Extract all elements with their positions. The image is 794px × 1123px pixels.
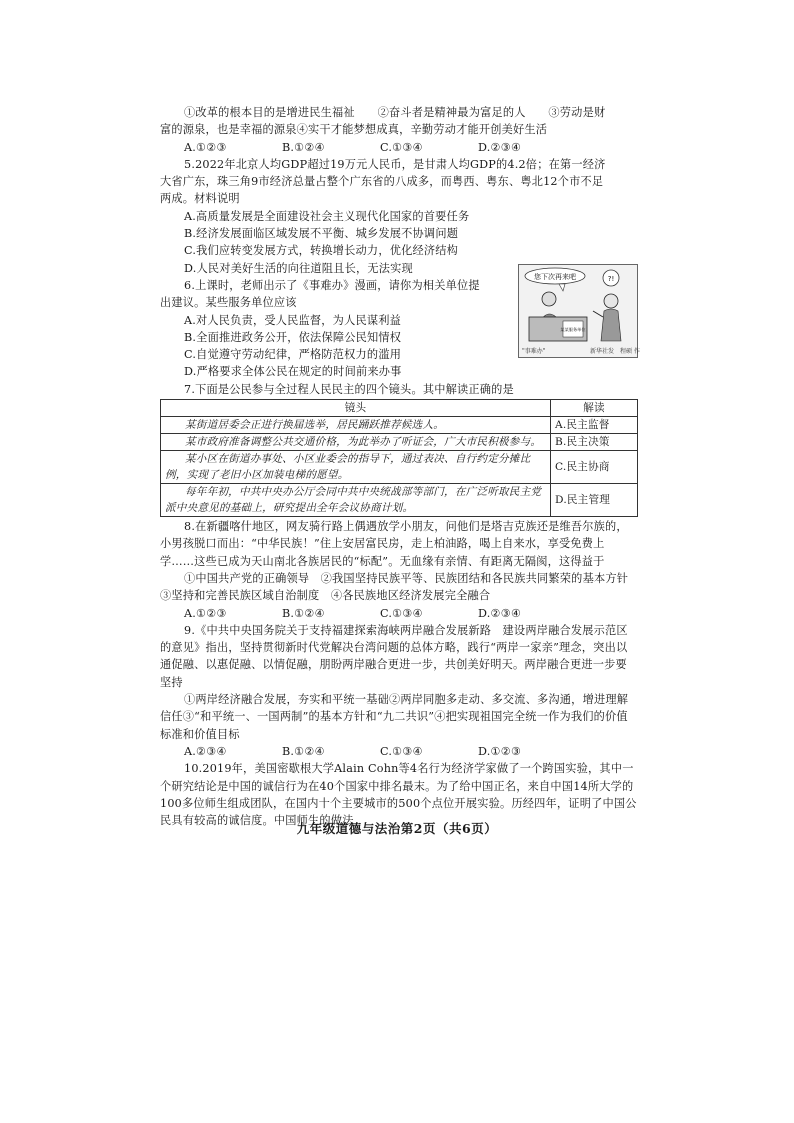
q9-option-d: D.①②③ bbox=[478, 744, 522, 758]
page-footer: 九年级道德与法治第2页（共6页） bbox=[296, 821, 498, 836]
table-row bbox=[161, 434, 638, 451]
q7-header-answer: 解读 bbox=[551, 400, 638, 417]
q6-option-b: B.全面推进政务公开，依法保障公民知情权 bbox=[184, 330, 402, 344]
table-row bbox=[161, 484, 638, 517]
page-content bbox=[160, 104, 638, 829]
q7-scene: 某街道居委会正进行换届选举，居民踊跃推荐候选人。 bbox=[161, 417, 551, 434]
q4-option-a: A.①②③ bbox=[184, 140, 227, 154]
cartoon-mark: ?! bbox=[607, 275, 615, 283]
q4-options bbox=[160, 139, 638, 156]
q7-stem: 7.下面是公民参与全过程人民民主的四个镜头。其中解读正确的是 bbox=[184, 382, 514, 396]
q6-stem-line1: 6.上课时，老师出示了《事难办》漫画，请你为相关单位提 bbox=[184, 278, 480, 292]
q9-options bbox=[160, 743, 638, 760]
q8-options bbox=[160, 605, 638, 622]
q7-scene: 每年年初，中共中央办公厅会同中共中央统战部等部门，在广泛听取民主党派中央意见的基础上，研究提出全年会议协商计划。 bbox=[161, 484, 551, 517]
q5-option-a: A.高质量发展是全面建设社会主义现代化国家的首要任务 bbox=[184, 209, 470, 223]
cartoon-speech: 您下次再来吧 bbox=[534, 273, 576, 281]
q7-table bbox=[160, 399, 638, 517]
q9-option-a: A.②③④ bbox=[184, 744, 227, 758]
q6-option-a: A.对人民负责，受人民监督，为人民谋利益 bbox=[184, 313, 402, 327]
q7-answer: B.民主决策 bbox=[551, 434, 638, 451]
cartoon-caption-right: 新华社发 程硕 作 bbox=[590, 348, 640, 355]
q6-cartoon bbox=[518, 264, 638, 358]
cartoon-caption-left: "事难办" bbox=[522, 348, 546, 355]
cartoon-drawing bbox=[519, 265, 637, 345]
q9-items: ①两岸经济融合发展，夯实和平统一基础②两岸同胞多走动、多交流、多沟通，增进理解信任③“和平统一、一国两制”的基本方针和“九二共识”④把实现祖国完全统一作为我们的价值标准和价值目标 bbox=[160, 693, 629, 741]
q9-option-c: C.①③④ bbox=[380, 744, 423, 758]
q4-option-b: B.①②④ bbox=[282, 140, 325, 154]
q8-option-d: D.②③④ bbox=[478, 606, 522, 620]
q5-stem-line3: 两成。材料说明 bbox=[160, 192, 240, 206]
q8-option-a: A.①②③ bbox=[184, 606, 227, 620]
q8-option-c: C.①③④ bbox=[380, 606, 423, 620]
q8-stem: 8.在新疆喀什地区，网友骑行路上偶遇放学小朋友，问他们是塔吉克族还是维吾尔族的，小男孩脱口而出：“中华民族！”住上安居富民房，走上柏油路，喝上自来水，享受免费上学……这些已成为天山南北各族居民的“标配”。无血缘有亲情、有距离无隔阂，这得益于 bbox=[160, 520, 628, 568]
q8-option-b: B.①②④ bbox=[282, 606, 325, 620]
q9-option-b: B.①②④ bbox=[282, 744, 325, 758]
q7-answer: C.民主协商 bbox=[551, 451, 638, 484]
table-row bbox=[161, 451, 638, 484]
q7-scene: 某市政府准备调整公共交通价格，为此举办了听证会，广大市民积极参与。 bbox=[161, 434, 551, 451]
q5-option-b: B.经济发展面临区域发展不平衡、城乡发展不协调问题 bbox=[184, 227, 459, 241]
q7-answer: A.民主监督 bbox=[551, 417, 638, 434]
q8-items: ①中国共产党的正确领导 ②我国坚持民族平等、民族团结和各民族共同繁荣的基本方针 ③坚持和完善民族区域自治制度 ④各民族地区经济发展完全融合 bbox=[160, 571, 640, 603]
cartoon-desk-sign: 某某服务单位 bbox=[560, 327, 586, 332]
q5-stem-line1: 5.2022年北京人均GDP超过19万元人民币，是甘肃人均GDP的4.2倍；在第一经济 bbox=[184, 157, 606, 171]
q5-stem-line2: 大省广东，珠三角9市经济总量占整个广东省的八成多，而粤西、粤东、粤北12个市不足 bbox=[160, 175, 604, 189]
table-row bbox=[161, 417, 638, 434]
q7-answer: D.民主管理 bbox=[551, 484, 638, 517]
q10-stem: 10.2019年，美国密歇根大学Alain Cohn等4名行为经济学家做了一个跨国实验，其中一个研究结论是中国的诚信行为在40个国家中排名最末。为了给中国正名，来自中国14所大学的100多位师生组成团队，在国内十个主要城市的500个点位开展实验。历经四年，证明了中国公民具有较高的诚信度。中国师生的做法 bbox=[160, 762, 637, 828]
q6-stem-line2: 出建议。某些服务单位应该 bbox=[160, 296, 297, 310]
q6-option-d: D.严格要求全体公民在规定的时间前来办事 bbox=[184, 365, 402, 379]
q7-scene: 某小区在街道办事处、小区业委会的指导下，通过表决、自行约定分摊比例，实现了老旧小区加装电梯的愿望。 bbox=[161, 451, 551, 484]
q5-option-c: C.我们应转变发展方式，转换增长动力，优化经济结构 bbox=[184, 244, 459, 258]
q4-items-line2: 富的源泉，也是幸福的源泉④实干才能梦想成真，辛勤劳动才能开创美好生活 bbox=[160, 123, 548, 137]
q9-stem: 9.《中共中央国务院关于支持福建探索海峡两岸融合发展新路 建设两岸融合发展示范区的意见》指出，坚持贯彻新时代党解决台湾问题的总体方略，践行“两岸一家亲”理念，突出以通促融、以惠促融、以情促融，朋盼两岸融合更进一步，共创美好明天。两岸融合更进一步要坚持 bbox=[160, 623, 628, 689]
q4-option-c: C.①③④ bbox=[380, 140, 423, 154]
q4-option-d: D.②③④ bbox=[478, 140, 522, 154]
q4-items-line1: ①改革的根本目的是增进民生福祉 ②奋斗者是精神最为富足的人 ③劳动是财 bbox=[184, 106, 606, 119]
q5-option-d: D.人民对美好生活的向往道阻且长，无法实现 bbox=[184, 261, 413, 275]
q6-option-c: C.自觉遵守劳动纪律，严格防范权力的滥用 bbox=[184, 348, 402, 362]
q6-text-block bbox=[160, 277, 500, 381]
q7-header-scene: 镜头 bbox=[161, 400, 551, 417]
q7-table-header bbox=[161, 400, 638, 417]
